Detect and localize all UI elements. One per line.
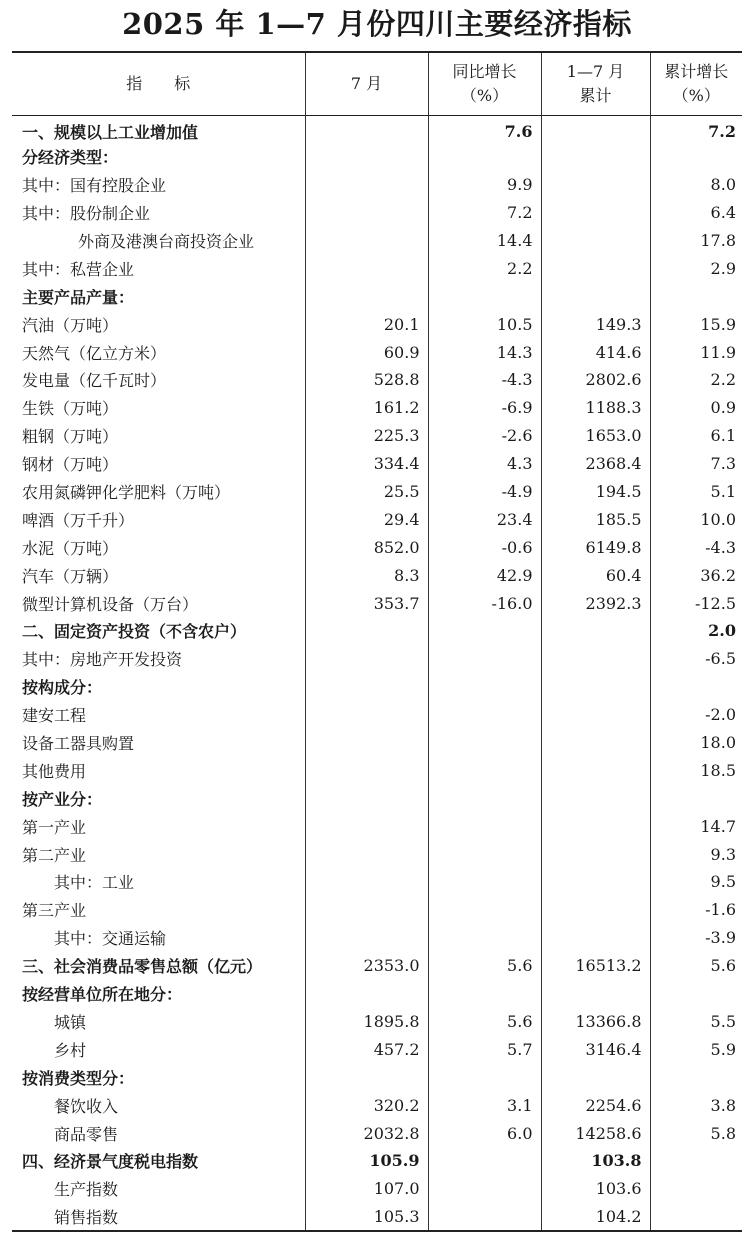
cell-yoy: 7.6	[428, 115, 541, 143]
row-label: 分经济类型：	[22, 148, 119, 168]
cell-cumulative: 103.8	[541, 1147, 650, 1175]
row-label: 外商及港澳台商投资企业	[78, 232, 255, 251]
table-row	[12, 952, 742, 980]
table-row	[12, 478, 742, 506]
table-row	[12, 1147, 742, 1175]
cell-cumulative: 414.6	[541, 338, 650, 366]
cell-cumulative	[541, 171, 650, 199]
cell-month: 852.0	[305, 533, 428, 561]
cell-month	[305, 143, 428, 171]
row-label: 二、固定资产投资（不含农户）	[22, 622, 247, 642]
row-label: 第三产业	[22, 901, 87, 921]
cell-cumulative	[541, 924, 650, 952]
row-label: 按产业分：	[22, 789, 103, 809]
cell-cumulative-growth: 9.3	[650, 840, 742, 868]
cell-yoy	[428, 980, 541, 1008]
cell-cumulative-growth: 5.6	[650, 952, 742, 980]
row-label: 餐饮收入	[54, 1096, 119, 1116]
header-yoy: 同比增长 （%）	[428, 52, 541, 115]
cell-yoy	[428, 868, 541, 896]
row-label: 三、社会消费品零售总额（亿元）	[22, 957, 263, 977]
cell-month: 105.9	[305, 1147, 428, 1175]
cell-yoy: 10.5	[428, 310, 541, 338]
cell-cumulative	[541, 701, 650, 729]
cell-yoy: -2.6	[428, 422, 541, 450]
cell-cumulative-growth	[650, 1063, 742, 1091]
table-row	[12, 1119, 742, 1147]
cell-cumulative: 2368.4	[541, 450, 650, 478]
cell-yoy: -6.9	[428, 394, 541, 422]
indicator-table	[12, 51, 742, 1232]
table-row	[12, 1203, 742, 1231]
cell-month	[305, 980, 428, 1008]
table-row	[12, 896, 742, 924]
row-label: 其中：私营企业	[22, 259, 135, 279]
cell-month: 20.1	[305, 310, 428, 338]
table-row	[12, 310, 742, 338]
cell-cumulative-growth: -3.9	[650, 924, 742, 952]
cell-cumulative-growth: 5.9	[650, 1035, 742, 1063]
cell-yoy	[428, 1175, 541, 1203]
cell-cumulative: 14258.6	[541, 1119, 650, 1147]
cell-yoy: 5.6	[428, 1008, 541, 1036]
cell-month: 161.2	[305, 394, 428, 422]
cell-month	[305, 282, 428, 310]
row-label: 汽油（万吨）	[22, 315, 119, 335]
cell-month: 8.3	[305, 561, 428, 589]
cell-cumulative-growth: 6.1	[650, 422, 742, 450]
cell-month	[305, 756, 428, 784]
cell-yoy	[428, 756, 541, 784]
cell-month: 320.2	[305, 1091, 428, 1119]
cell-month: 528.8	[305, 366, 428, 394]
cell-yoy: -0.6	[428, 533, 541, 561]
table-row	[12, 422, 742, 450]
cell-month	[305, 701, 428, 729]
cell-yoy	[428, 1203, 541, 1231]
cell-yoy: 42.9	[428, 561, 541, 589]
row-label: 其中：交通运输	[54, 929, 167, 949]
cell-yoy	[428, 617, 541, 645]
cell-cumulative	[541, 645, 650, 673]
cell-cumulative-growth: 6.4	[650, 199, 742, 227]
row-label: 水泥（万吨）	[22, 538, 119, 558]
cell-cumulative-growth: 5.1	[650, 478, 742, 506]
table-row	[12, 394, 742, 422]
row-label: 商品零售	[54, 1124, 119, 1144]
cell-cumulative	[541, 868, 650, 896]
cell-cumulative-growth: -4.3	[650, 533, 742, 561]
cell-month	[305, 227, 428, 255]
cell-cumulative-growth: 36.2	[650, 561, 742, 589]
cell-month: 457.2	[305, 1035, 428, 1063]
table-row	[12, 450, 742, 478]
row-label: 农用氮磷钾化学肥料（万吨）	[22, 483, 231, 503]
row-label: 生产指数	[54, 1180, 119, 1200]
cell-yoy	[428, 143, 541, 171]
cell-cumulative-growth: 2.2	[650, 366, 742, 394]
table-row	[12, 338, 742, 366]
cell-cumulative	[541, 143, 650, 171]
cell-month: 25.5	[305, 478, 428, 506]
cell-cumulative	[541, 199, 650, 227]
row-label: 汽车（万辆）	[22, 566, 119, 586]
cell-month: 107.0	[305, 1175, 428, 1203]
table-row	[12, 729, 742, 757]
row-label: 城镇	[54, 1012, 87, 1032]
cell-cumulative-growth	[650, 673, 742, 701]
cell-month: 1895.8	[305, 1008, 428, 1036]
cell-yoy: 7.2	[428, 199, 541, 227]
cell-month	[305, 896, 428, 924]
cell-month	[305, 840, 428, 868]
cell-cumulative-growth: 7.3	[650, 450, 742, 478]
cell-month	[305, 617, 428, 645]
cell-cumulative-growth	[650, 1175, 742, 1203]
cell-yoy: 2.2	[428, 254, 541, 282]
cell-cumulative	[541, 282, 650, 310]
cell-cumulative	[541, 784, 650, 812]
cell-month	[305, 645, 428, 673]
table-row	[12, 199, 742, 227]
table-row	[12, 868, 742, 896]
row-label: 其中：房地产开发投资	[22, 650, 183, 670]
cell-month: 60.9	[305, 338, 428, 366]
row-label: 按构成分：	[22, 678, 103, 698]
cell-cumulative-growth: 15.9	[650, 310, 742, 338]
cell-yoy	[428, 701, 541, 729]
cell-cumulative-growth: -6.5	[650, 645, 742, 673]
cell-cumulative-growth: 11.9	[650, 338, 742, 366]
cell-cumulative	[541, 896, 650, 924]
table-row	[12, 561, 742, 589]
cell-month	[305, 673, 428, 701]
table-row	[12, 589, 742, 617]
cell-cumulative: 13366.8	[541, 1008, 650, 1036]
cell-month: 105.3	[305, 1203, 428, 1231]
table-row	[12, 505, 742, 533]
cell-yoy	[428, 924, 541, 952]
row-label: 其中：工业	[54, 873, 135, 893]
row-label: 乡村	[54, 1040, 87, 1060]
cell-yoy: 9.9	[428, 171, 541, 199]
row-label: 粗钢（万吨）	[22, 427, 119, 447]
cell-cumulative: 194.5	[541, 478, 650, 506]
cell-cumulative: 1188.3	[541, 394, 650, 422]
cell-month	[305, 924, 428, 952]
cell-yoy: 6.0	[428, 1119, 541, 1147]
cell-yoy: 14.4	[428, 227, 541, 255]
cell-yoy	[428, 729, 541, 757]
row-label: 啤酒（万千升）	[22, 510, 135, 530]
cell-cumulative-growth: 0.9	[650, 394, 742, 422]
cell-cumulative	[541, 729, 650, 757]
cell-cumulative: 6149.8	[541, 533, 650, 561]
header-cumulative-growth: 累计增长 （%）	[650, 52, 742, 115]
row-label: 其中：国有控股企业	[22, 176, 167, 196]
cell-month: 225.3	[305, 422, 428, 450]
row-label: 销售指数	[12, 1203, 305, 1231]
row-label: 设备工器具购置	[22, 734, 135, 754]
table-row	[12, 617, 742, 645]
cell-cumulative-growth: 7.2	[650, 115, 742, 143]
row-label: 主要产品产量：	[22, 287, 135, 307]
page-title: 2025 年 1—7 月份四川主要经济指标	[122, 7, 632, 41]
cell-yoy	[428, 840, 541, 868]
cell-cumulative: 3146.4	[541, 1035, 650, 1063]
cell-cumulative-growth: -1.6	[650, 896, 742, 924]
cell-cumulative: 185.5	[541, 505, 650, 533]
cell-month: 334.4	[305, 450, 428, 478]
table-row	[12, 1063, 742, 1091]
table-row	[12, 1035, 742, 1063]
cell-cumulative: 103.6	[541, 1175, 650, 1203]
cell-month: 353.7	[305, 589, 428, 617]
cell-month: 29.4	[305, 505, 428, 533]
table-row	[12, 701, 742, 729]
table-row	[12, 143, 742, 171]
cell-cumulative	[541, 756, 650, 784]
table-row	[12, 924, 742, 952]
table-header-row	[12, 52, 742, 115]
cell-cumulative: 2392.3	[541, 589, 650, 617]
table-row	[12, 282, 742, 310]
cell-yoy	[428, 1063, 541, 1091]
cell-cumulative-growth: 8.0	[650, 171, 742, 199]
cell-cumulative-growth	[650, 784, 742, 812]
row-label: 微型计算机设备（万台）	[22, 594, 199, 614]
row-label: 按消费类型分：	[22, 1068, 135, 1088]
cell-cumulative-growth	[650, 143, 742, 171]
row-label: 第一产业	[22, 817, 87, 837]
table-row	[12, 673, 742, 701]
table-row	[12, 812, 742, 840]
cell-yoy	[428, 812, 541, 840]
row-label: 生铁（万吨）	[22, 399, 119, 419]
cell-month	[305, 812, 428, 840]
cell-yoy: 23.4	[428, 505, 541, 533]
cell-month	[305, 199, 428, 227]
cell-yoy	[428, 896, 541, 924]
table-row	[12, 1091, 742, 1119]
cell-cumulative-growth: 2.9	[650, 254, 742, 282]
cell-yoy	[428, 645, 541, 673]
header-indicator: 指 标	[12, 52, 305, 115]
cell-yoy: 3.1	[428, 1091, 541, 1119]
cell-month	[305, 868, 428, 896]
table-row	[12, 980, 742, 1008]
cell-cumulative-growth: 5.8	[650, 1119, 742, 1147]
cell-yoy	[428, 784, 541, 812]
table-row	[12, 366, 742, 394]
cell-yoy: -4.9	[428, 478, 541, 506]
row-label: 第二产业	[22, 845, 87, 865]
table-row	[12, 840, 742, 868]
row-label: 钢材（万吨）	[22, 455, 119, 475]
cell-cumulative-growth: 3.8	[650, 1091, 742, 1119]
table-row	[12, 227, 742, 255]
table-row	[12, 533, 742, 561]
table-row	[12, 756, 742, 784]
cell-cumulative-growth: 5.5	[650, 1008, 742, 1036]
cell-month	[305, 115, 428, 143]
cell-cumulative	[541, 254, 650, 282]
cell-cumulative: 2254.6	[541, 1091, 650, 1119]
cell-yoy: 5.6	[428, 952, 541, 980]
cell-cumulative-growth	[650, 282, 742, 310]
cell-yoy: -16.0	[428, 589, 541, 617]
cell-cumulative	[541, 673, 650, 701]
cell-cumulative-growth	[650, 980, 742, 1008]
table-row	[12, 171, 742, 199]
cell-month: 2353.0	[305, 952, 428, 980]
row-label: 发电量（亿千瓦时）	[22, 371, 167, 391]
table-row	[12, 1008, 742, 1036]
cell-month	[305, 1063, 428, 1091]
cell-cumulative-growth: -2.0	[650, 701, 742, 729]
cell-yoy	[428, 282, 541, 310]
table-row	[12, 784, 742, 812]
table-row	[12, 645, 742, 673]
cell-month	[305, 784, 428, 812]
cell-cumulative-growth	[650, 1203, 742, 1231]
cell-yoy	[428, 673, 541, 701]
cell-month: 2032.8	[305, 1119, 428, 1147]
cell-cumulative	[541, 980, 650, 1008]
row-label: 天然气（亿立方米）	[22, 343, 167, 363]
cell-cumulative	[541, 115, 650, 143]
header-cumulative: 1—7 月 累计	[541, 52, 650, 115]
row-label: 其他费用	[22, 761, 87, 781]
row-label: 其中：股份制企业	[22, 204, 151, 224]
cell-cumulative-growth	[650, 1147, 742, 1175]
cell-cumulative-growth: 18.5	[650, 756, 742, 784]
row-label: 四、经济景气度税电指数	[22, 1152, 199, 1172]
header-month: 7 月	[305, 52, 428, 115]
cell-yoy	[428, 1147, 541, 1175]
table-row	[12, 254, 742, 282]
cell-yoy: 14.3	[428, 338, 541, 366]
cell-yoy: 4.3	[428, 450, 541, 478]
cell-cumulative-growth: 14.7	[650, 812, 742, 840]
table-row	[12, 115, 742, 143]
cell-cumulative: 1653.0	[541, 422, 650, 450]
row-label: 按经营单位所在地分：	[22, 985, 183, 1005]
cell-cumulative-growth: 9.5	[650, 868, 742, 896]
cell-cumulative	[541, 227, 650, 255]
cell-yoy: -4.3	[428, 366, 541, 394]
row-label: 建安工程	[22, 706, 87, 726]
cell-month	[305, 254, 428, 282]
cell-cumulative	[541, 617, 650, 645]
cell-month	[305, 171, 428, 199]
cell-cumulative-growth: 2.0	[650, 617, 742, 645]
table-row	[12, 1175, 742, 1203]
cell-cumulative	[541, 1063, 650, 1091]
cell-cumulative: 60.4	[541, 561, 650, 589]
cell-cumulative	[541, 812, 650, 840]
cell-cumulative	[541, 840, 650, 868]
cell-yoy: 5.7	[428, 1035, 541, 1063]
cell-cumulative: 104.2	[541, 1203, 650, 1231]
cell-cumulative: 2802.6	[541, 366, 650, 394]
cell-cumulative-growth: 17.8	[650, 227, 742, 255]
cell-month	[305, 729, 428, 757]
row-label: 一、规模以上工业增加值	[22, 122, 199, 142]
cell-cumulative: 149.3	[541, 310, 650, 338]
cell-cumulative-growth: -12.5	[650, 589, 742, 617]
cell-cumulative: 16513.2	[541, 952, 650, 980]
cell-cumulative-growth: 10.0	[650, 505, 742, 533]
cell-cumulative-growth: 18.0	[650, 729, 742, 757]
